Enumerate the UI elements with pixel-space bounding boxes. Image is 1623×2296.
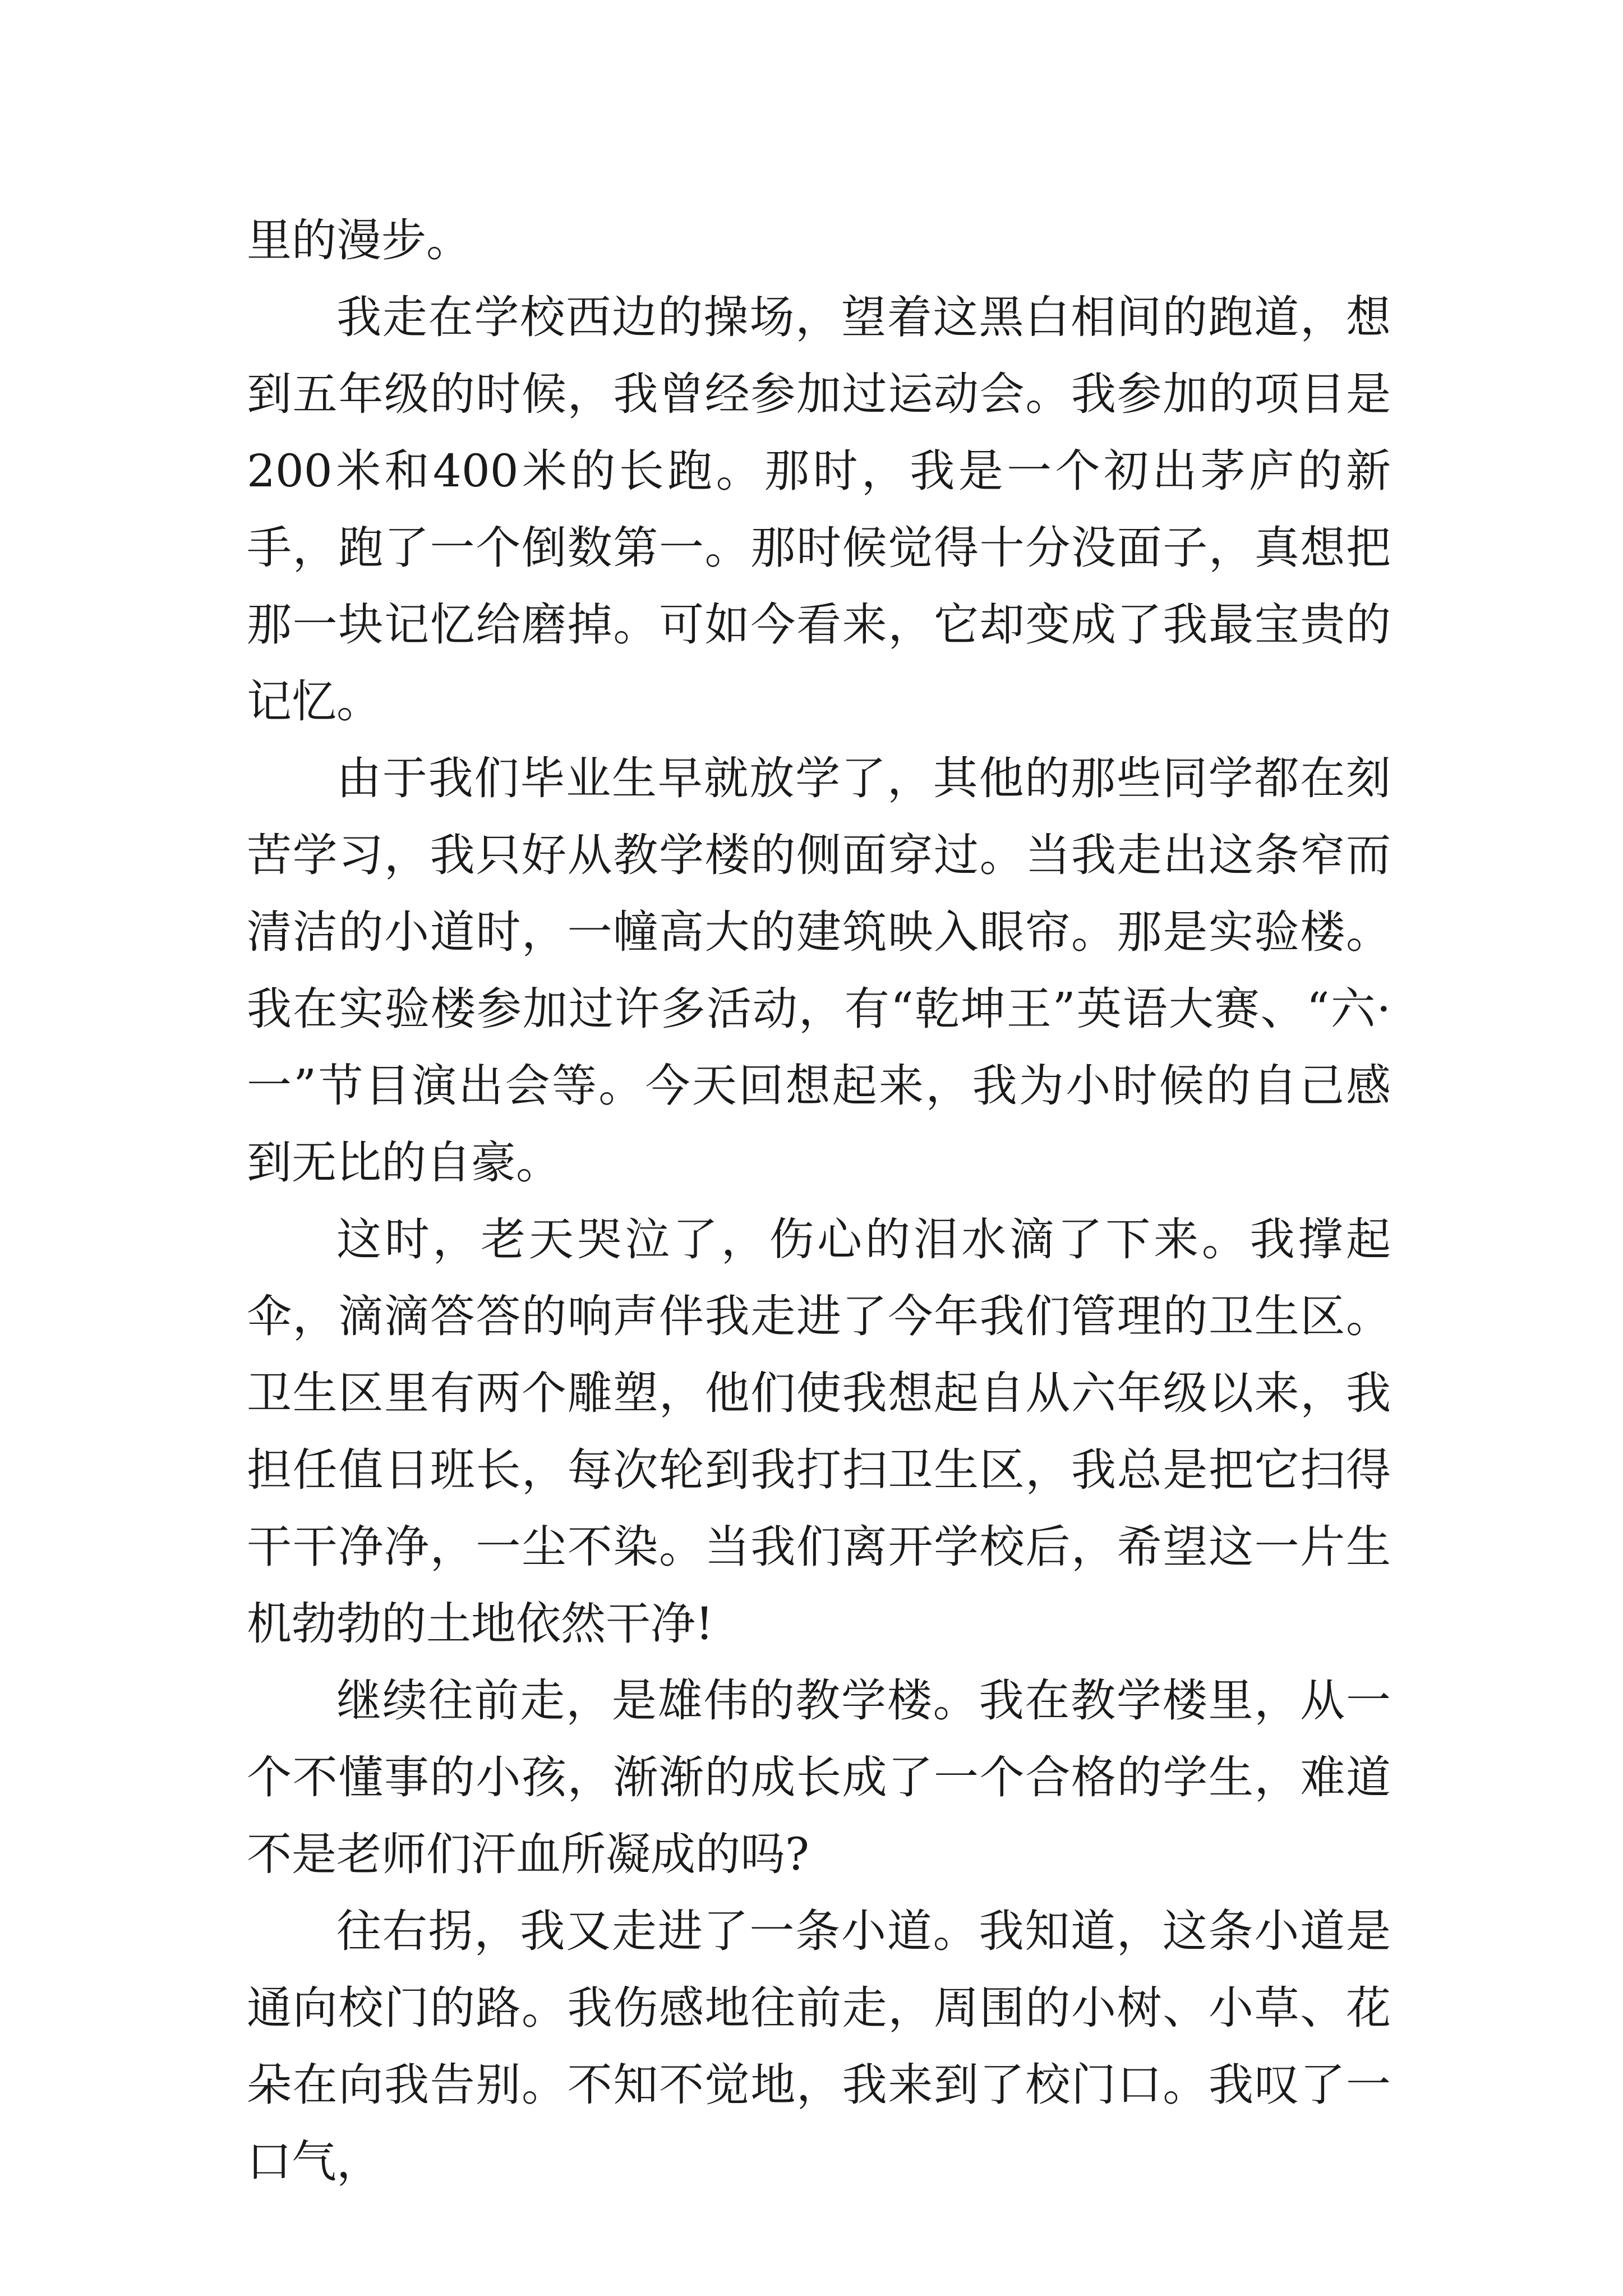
essay-body xyxy=(247,202,1391,2200)
paragraph-5: 继续往前走，是雄伟的教学楼。我在教学楼里，从一个不懂事的小孩，渐渐的成长成了一个合格的学生，难道不是老师们汗血所凝成的吗? xyxy=(247,1674,1391,1880)
paragraph-2: 我走在学校西边的操场，望着这黑白相间的跑道，想到五年级的时候，我曾经参加过运动会。我参加的项目是200米和400米的长跑。那时，我是一个初出茅庐的新手，跑了一个倒数第一。那时候觉得十分没面子，真想把那一块记忆给磨掉。可如今看来，它却变成了我最宝贵的记忆。 xyxy=(247,291,1391,728)
paragraph-6: 往右拐，我又走进了一条小道。我知道，这条小道是通向校门的路。我伤感地往前走，周围的小树、小草、花朵在向我告别。不知不觉地，我来到了校门口。我叹了一口气， xyxy=(247,1905,1391,2188)
paragraph-1: 里的漫步。 xyxy=(247,214,471,266)
paragraph-3: 由于我们毕业生早就放学了，其他的那些同学都在刻苦学习，我只好从教学楼的侧面穿过。当我走出这条窄而清洁的小道时，一幢高大的建筑映入眼帘。那是实验楼。我在实验楼参加过许多活动，有“乾坤王”英语大赛、“六·一”节目演出会等。今天回想起来，我为小时候的自己感到无比的自豪。 xyxy=(247,752,1391,1189)
paragraph-4: 这时，老天哭泣了，伤心的泪水滴了下来。我撑起伞，滴滴答答的响声伴我走进了今年我们管理的卫生区。卫生区里有两个雕塑，他们使我想起自从六年级以来，我担任值日班长，每次轮到我打扫卫生区，我总是把它扫得干干净净，一尘不染。当我们离开学校后，希望这一片生机勃勃的土地依然干净! xyxy=(247,1213,1391,1650)
